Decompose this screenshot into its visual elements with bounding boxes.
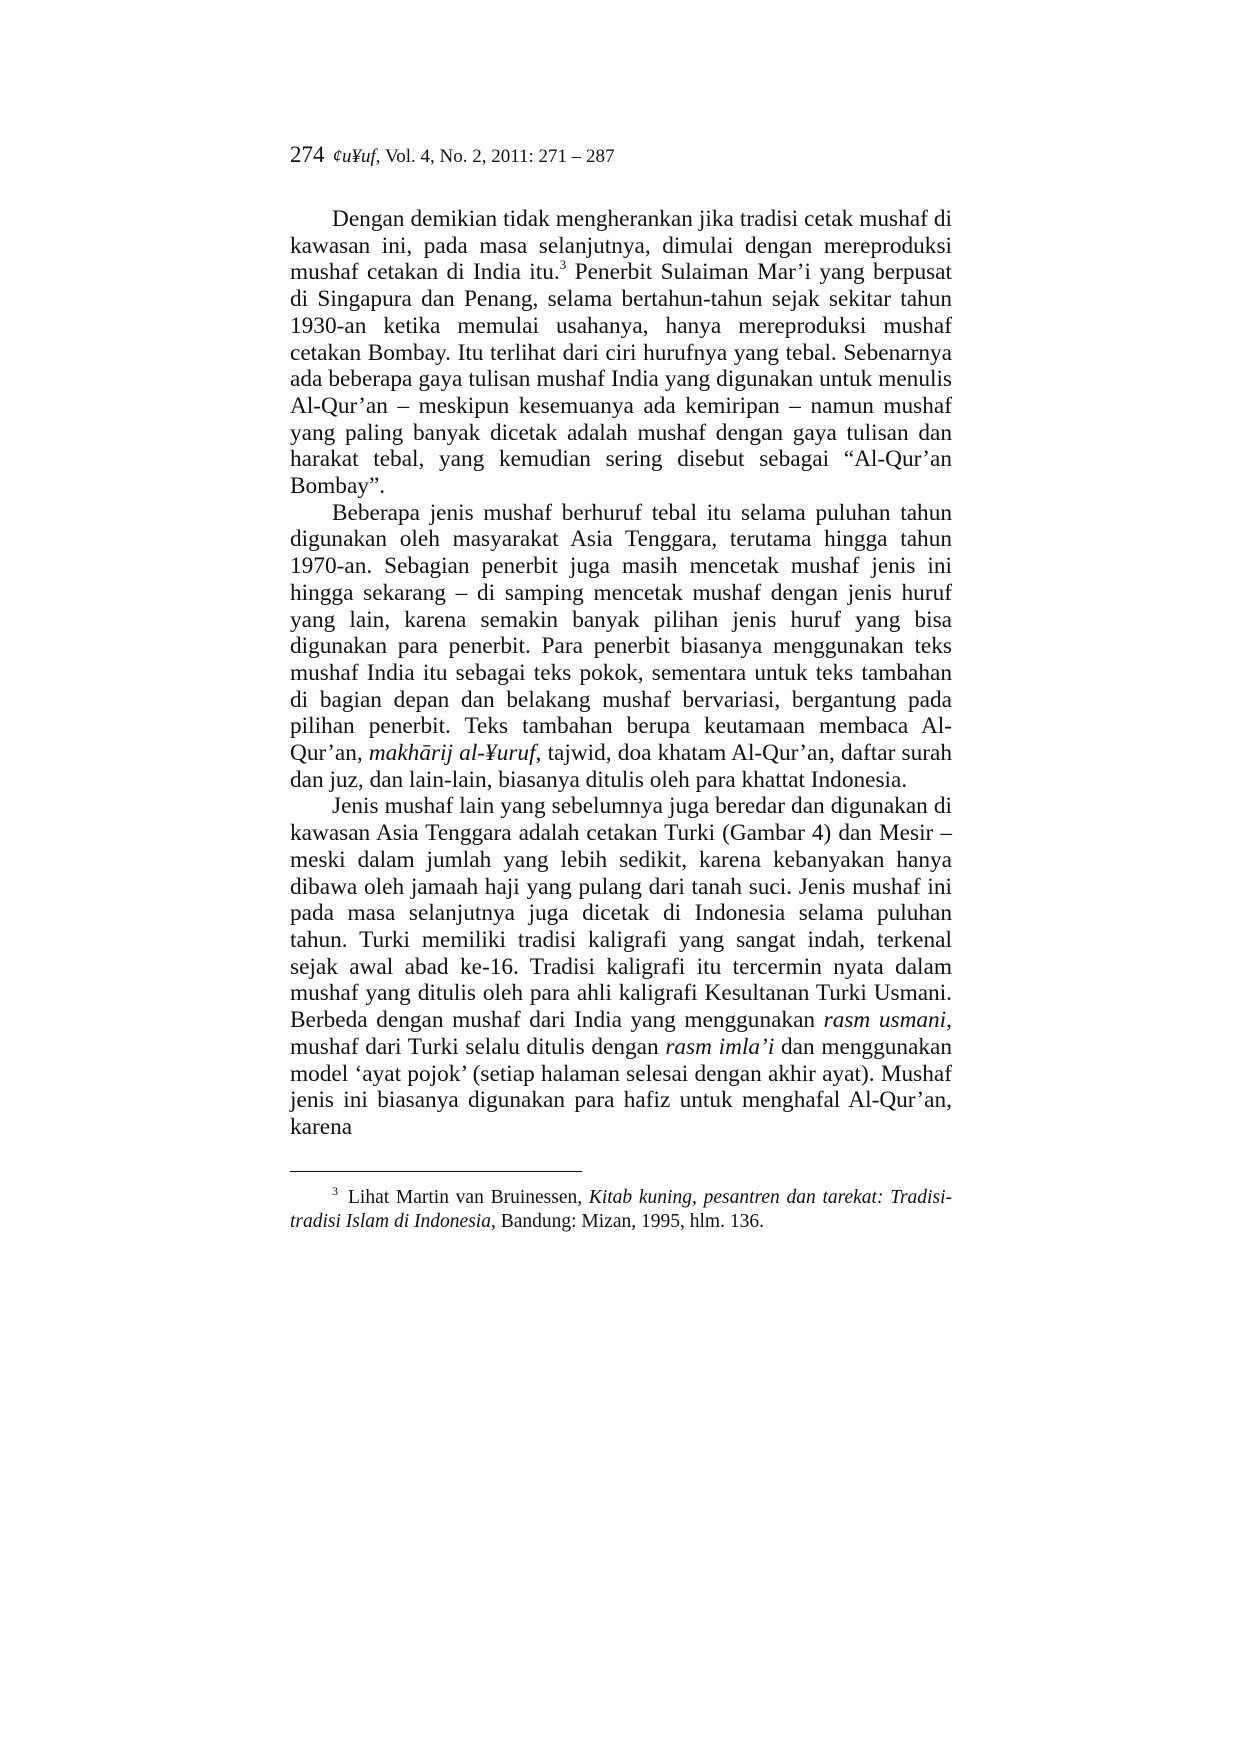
paragraph-1-text-a: Dengan demikian tidak mengherankan jika tradisi cetak mushaf di kawasan ini, pada masa selanjutnya, dimulai dengan mereproduksi mushaf cetakan di India itu. <box>290 206 952 286</box>
page <box>290 135 952 1234</box>
page-number: 274 <box>290 142 325 167</box>
paragraph-3-text-c: dan menggunakan model ‘ayat pojok’ (setiap halaman selesai dengan akhir ayat). Mushaf jenis ini biasanya digunakan para hafiz untuk menghafal Al-Qur’an, karena <box>290 1033 952 1140</box>
paragraph-3-italic-term-2: rasm imla’i <box>665 1033 775 1060</box>
journal-citation: , Vol. 4, No. 2, 2011: 271 – 287 <box>375 146 615 167</box>
paragraph-2-text-b: , tajwid, doa khatam Al-Qur’an, daftar surah dan juz, dan lain-lain, biasanya ditulis oleh para khattat Indonesia. <box>290 740 952 793</box>
paragraph-2-italic-term: makhārij al-¥uruf <box>368 740 536 767</box>
journal-name: ¢u¥uf <box>332 146 376 167</box>
footnote-divider <box>290 1171 582 1172</box>
footnote <box>290 1186 952 1234</box>
paragraph-1 <box>290 206 952 500</box>
footnote-number: 3 <box>332 1184 338 1199</box>
footnote-italic-title: Kitab kuning, pesantren dan tarekat: Tradisi-tradisi Islam di Indonesia <box>290 1186 952 1232</box>
paragraph-2-text-a: Beberapa jenis mushaf berhuruf tebal itu selama puluhan tahun digunakan oleh masyarakat Asia Tenggara, terutama hingga tahun 1970-an. Sebagian penerbit juga masih mencetak mushaf jenis ini hingga sekarang – di samping mencetak mushaf dengan jenis huruf yang lain, karena semakin banyak pilihan jenis huruf yang bisa digunakan para penerbit. Para penerbit biasanya menggunakan teks mushaf India itu sebagai teks pokok, sementara untuk teks tambahan di bagian depan dan belakang mushaf bervariasi, bergantung pada pilihan penerbit. Teks tambahan berupa keutamaan membaca Al-Qur’an, <box>290 499 952 767</box>
footnote-text-a: Lihat Martin van Bruinessen, <box>348 1186 589 1208</box>
paragraph-3-italic-term-1: rasm usmani <box>823 1007 947 1034</box>
running-header <box>290 135 952 175</box>
paragraph-2 <box>290 500 952 794</box>
footnote-text-b: , Bandung: Mizan, 1995, hlm. 136. <box>490 1210 764 1232</box>
footnote-ref-3: 3 <box>559 256 567 272</box>
paragraph-3-text-a: Jenis mushaf lain yang sebelumnya juga beredar dan digunakan di kawasan Asia Tenggara adalah cetakan Turki (Gambar 4) dan Mesir – meski dalam jumlah yang lebih sedikit, karena kebanyakan hanya dibawa oleh jamaah haji yang pulang dari tanah suci. Jenis mushaf ini pada masa selanjutnya juga dicetak di Indonesia selama puluhan tahun. Turki memiliki tradisi kaligrafi yang sangat indah, terkenal sejak awal abad ke-16. Tradisi kaligrafi itu tercermin nyata dalam mushaf yang ditulis oleh para ahli kaligrafi Kesultanan Turki Usmani. Berbeda dengan mushaf dari India yang menggunakan <box>290 793 952 1034</box>
paragraph-3 <box>290 793 952 1140</box>
paragraph-3-text-b: , mushaf dari Turki selalu ditulis dengan <box>290 1007 952 1060</box>
paragraph-1-text-b: Penerbit Sulaiman Mar’i yang berpusat di Singapura dan Penang, selama bertahun-tahun sejak sekitar tahun 1930-an ketika memulai usahanya, hanya mereproduksi mushaf cetakan Bombay. Itu terlihat dari ciri hurufnya yang tebal. Sebenarnya ada beberapa gaya tulisan mushaf India yang digunakan untuk menulis Al-Qur’an – meskipun kesemuanya ada kemiripan – namun mushaf yang paling banyak dicetak adalah mushaf dengan gaya tulisan dan harakat tebal, yang kemudian sering disebut sebagai “Al-Qur’an Bombay”. <box>290 259 952 500</box>
